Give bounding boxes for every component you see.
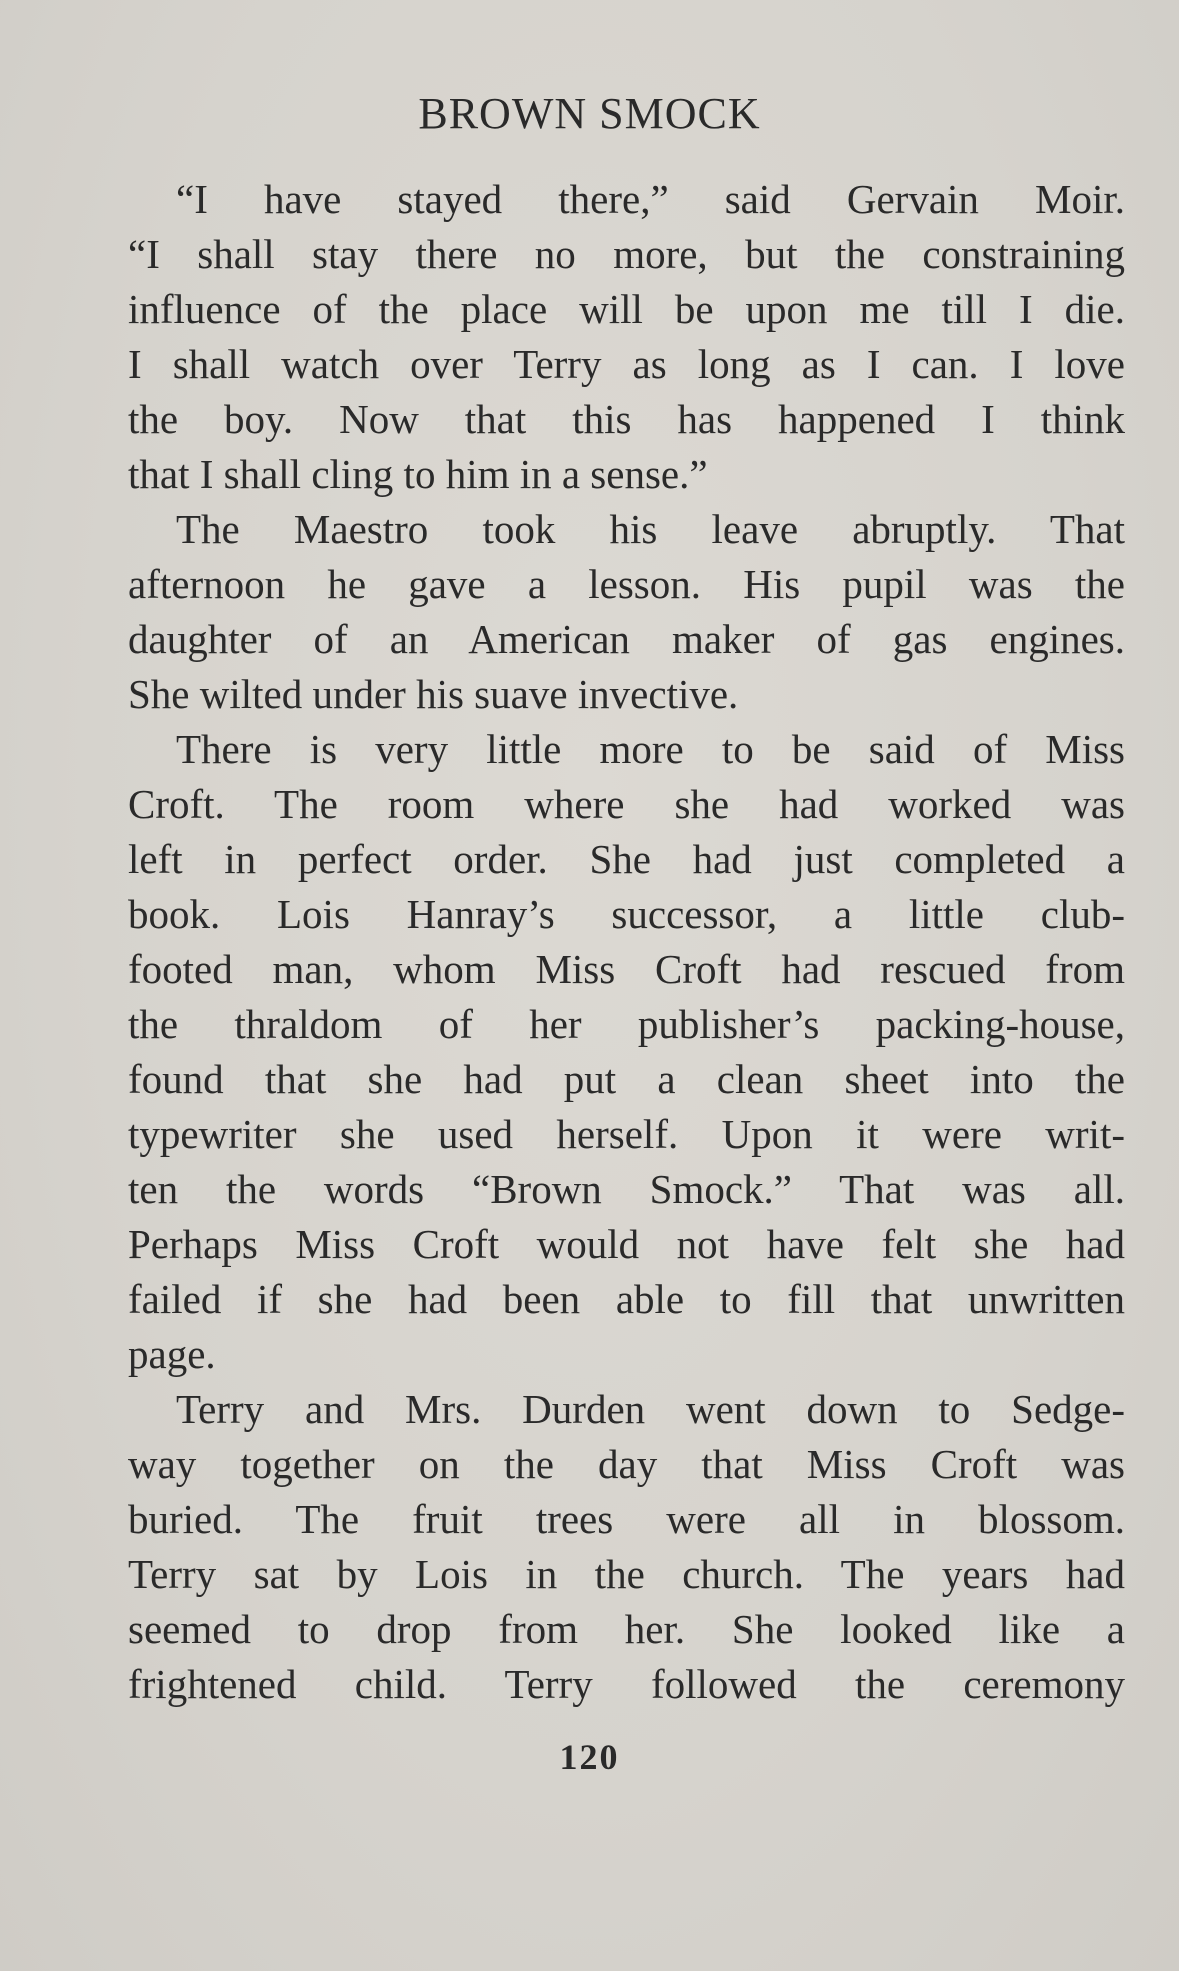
- text-line: The Maestro took his leave abruptly. That: [176, 506, 1125, 552]
- text-line: Croft. The room where she had worked was: [128, 781, 1125, 827]
- text-line: She wilted under his suave invective.: [128, 671, 739, 717]
- text-line: afternoon he gave a lesson. His pupil was the: [128, 561, 1125, 607]
- text-line: There is very little more to be said of Miss: [176, 726, 1125, 772]
- text-line: page.: [128, 1331, 216, 1377]
- text-line: buried. The fruit trees were all in blossom.: [128, 1496, 1125, 1542]
- text-line: Terry and Mrs. Durden went down to Sedge-: [176, 1386, 1125, 1432]
- text-line: seemed to drop from her. She looked like a: [128, 1606, 1125, 1652]
- text-line: frightened child. Terry followed the ceremony: [128, 1661, 1125, 1707]
- text-line: typewriter she used herself. Upon it were writ-: [128, 1111, 1125, 1157]
- text-line: “I shall stay there no more, but the constraining: [128, 231, 1125, 277]
- text-line: the boy. Now that this has happened I think: [128, 396, 1125, 442]
- text-line: footed man, whom Miss Croft had rescued from: [128, 946, 1125, 992]
- text-line: “I have stayed there,” said Gervain Moir.: [176, 176, 1125, 222]
- page-number: 120: [559, 1737, 620, 1777]
- text-line: Terry sat by Lois in the church. The years had: [128, 1551, 1125, 1597]
- text-line: left in perfect order. She had just completed a: [128, 836, 1125, 882]
- text-line: influence of the place will be upon me till I die.: [128, 286, 1125, 332]
- text-line: way together on the day that Miss Croft was: [128, 1441, 1125, 1487]
- body-text: [128, 172, 1125, 1712]
- text-line: failed if she had been able to fill that unwritten: [128, 1276, 1125, 1322]
- text-line: that I shall cling to him in a sense.”: [128, 451, 708, 497]
- text-line: Perhaps Miss Croft would not have felt she had: [128, 1221, 1125, 1267]
- text-line: the thraldom of her publisher’s packing-house,: [128, 1001, 1125, 1047]
- text-line: daughter of an American maker of gas engines.: [128, 616, 1125, 662]
- running-head: BROWN SMOCK: [418, 89, 761, 138]
- text-line: book. Lois Hanray’s successor, a little club-: [128, 891, 1125, 937]
- text-line: I shall watch over Terry as long as I can. I love: [128, 341, 1125, 387]
- text-line: found that she had put a clean sheet into the: [128, 1056, 1125, 1102]
- text-line: ten the words “Brown Smock.” That was all.: [128, 1166, 1125, 1212]
